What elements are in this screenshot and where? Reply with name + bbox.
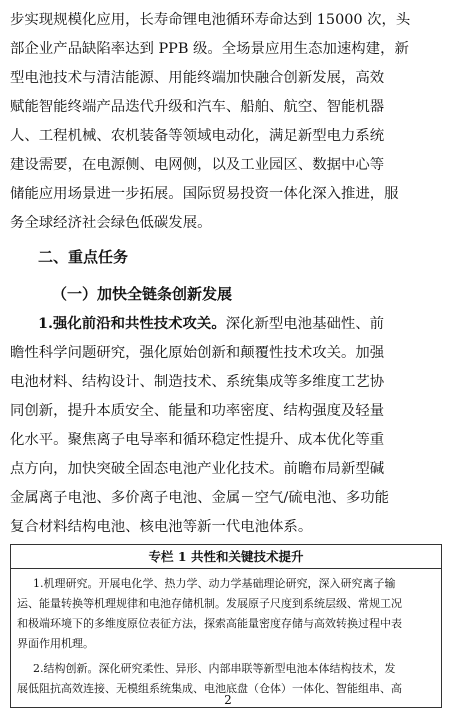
body-text-line: 务全球经济社会绿色低碳发展。 — [10, 215, 212, 231]
paragraph-first-rest: 深化新型电池基础性、前 — [225, 316, 385, 332]
body-text-line: 点方向，加快突破全固态电池产业化技术。前瞻布局新型碱 — [10, 461, 385, 477]
info-box-line: 运、能量转换等机理规律和电池存储机制。发展原子尺度到系统层级、常规工况 — [17, 597, 402, 610]
body-text-line: 储能应用场景进一步拓展。国际贸易投资一体化深入推进，服 — [10, 186, 399, 202]
info-box — [10, 544, 442, 708]
body-text-line: 瞻性科学问题研究，强化原始创新和颠覆性技术攻关。加强 — [10, 345, 385, 361]
info-box-line: 2.结构创新。深化研究柔性、异形、内部串联等新型电池本体结构技术，发 — [33, 662, 396, 675]
info-box-title: 专栏 1 共性和关键技术提升 — [11, 545, 441, 569]
paragraph-lead: 1.强化前沿和共性技术攻关。 — [38, 315, 226, 332]
info-box-line: 和极端环境下的多维度原位表征方法，探索高能量密度存储与高效转换过程中表 — [17, 617, 402, 630]
body-text-line: 型电池技术与清洁能源、用能终端加快融合创新发展，高效 — [10, 70, 385, 86]
body-text-line: 复合材料结构电池、核电池等新一代电池体系。 — [10, 519, 313, 535]
info-box-line: 1.机理研究。开展电化学、热力学、动力学基础理论研究，深入研究离子输 — [33, 577, 396, 590]
body-text-line: 建设需要，在电源侧、电网侧，以及工业园区、数据中心等 — [10, 157, 385, 173]
info-box-line: 界面作用机理。 — [17, 637, 94, 650]
body-text-line: 化水平。聚焦离子电导率和循环稳定性提升、成本优化等重 — [10, 432, 385, 448]
body-text-line: 金属离子电池、多价离子电池、金属－空气/硫电池、多功能 — [10, 490, 390, 506]
body-text-line: 部企业产品缺陷率达到 PPB 级。全场景应用生态加速构建，新 — [10, 41, 409, 57]
section-heading: 二、重点任务 — [38, 248, 129, 266]
body-text-line: 赋能智能终端产品迭代升级和汽车、船舶、航空、智能机器 — [10, 99, 385, 115]
paragraph-first-line — [38, 310, 442, 338]
subsection-heading: （一）加快全链条创新发展 — [52, 285, 233, 303]
body-text-line: 人、工程机械、农机装备等领域电动化，满足新型电力系统 — [10, 128, 385, 144]
info-box-line: 展低阻抗高效连接、无模组系统集成、电池底盘（仓体）一体化、智能组串、高 — [17, 682, 402, 695]
body-text-line: 步实现规模化应用，长寿命锂电池循环寿命达到 15000 次，头 — [10, 12, 411, 28]
body-text-line: 电池材料、结构设计、制造技术、系统集成等多维度工艺协 — [10, 374, 385, 390]
body-text-line: 同创新，提升本质安全、能量和功率密度、结构强度及轻量 — [10, 403, 385, 419]
page-number: 2 — [224, 693, 232, 707]
